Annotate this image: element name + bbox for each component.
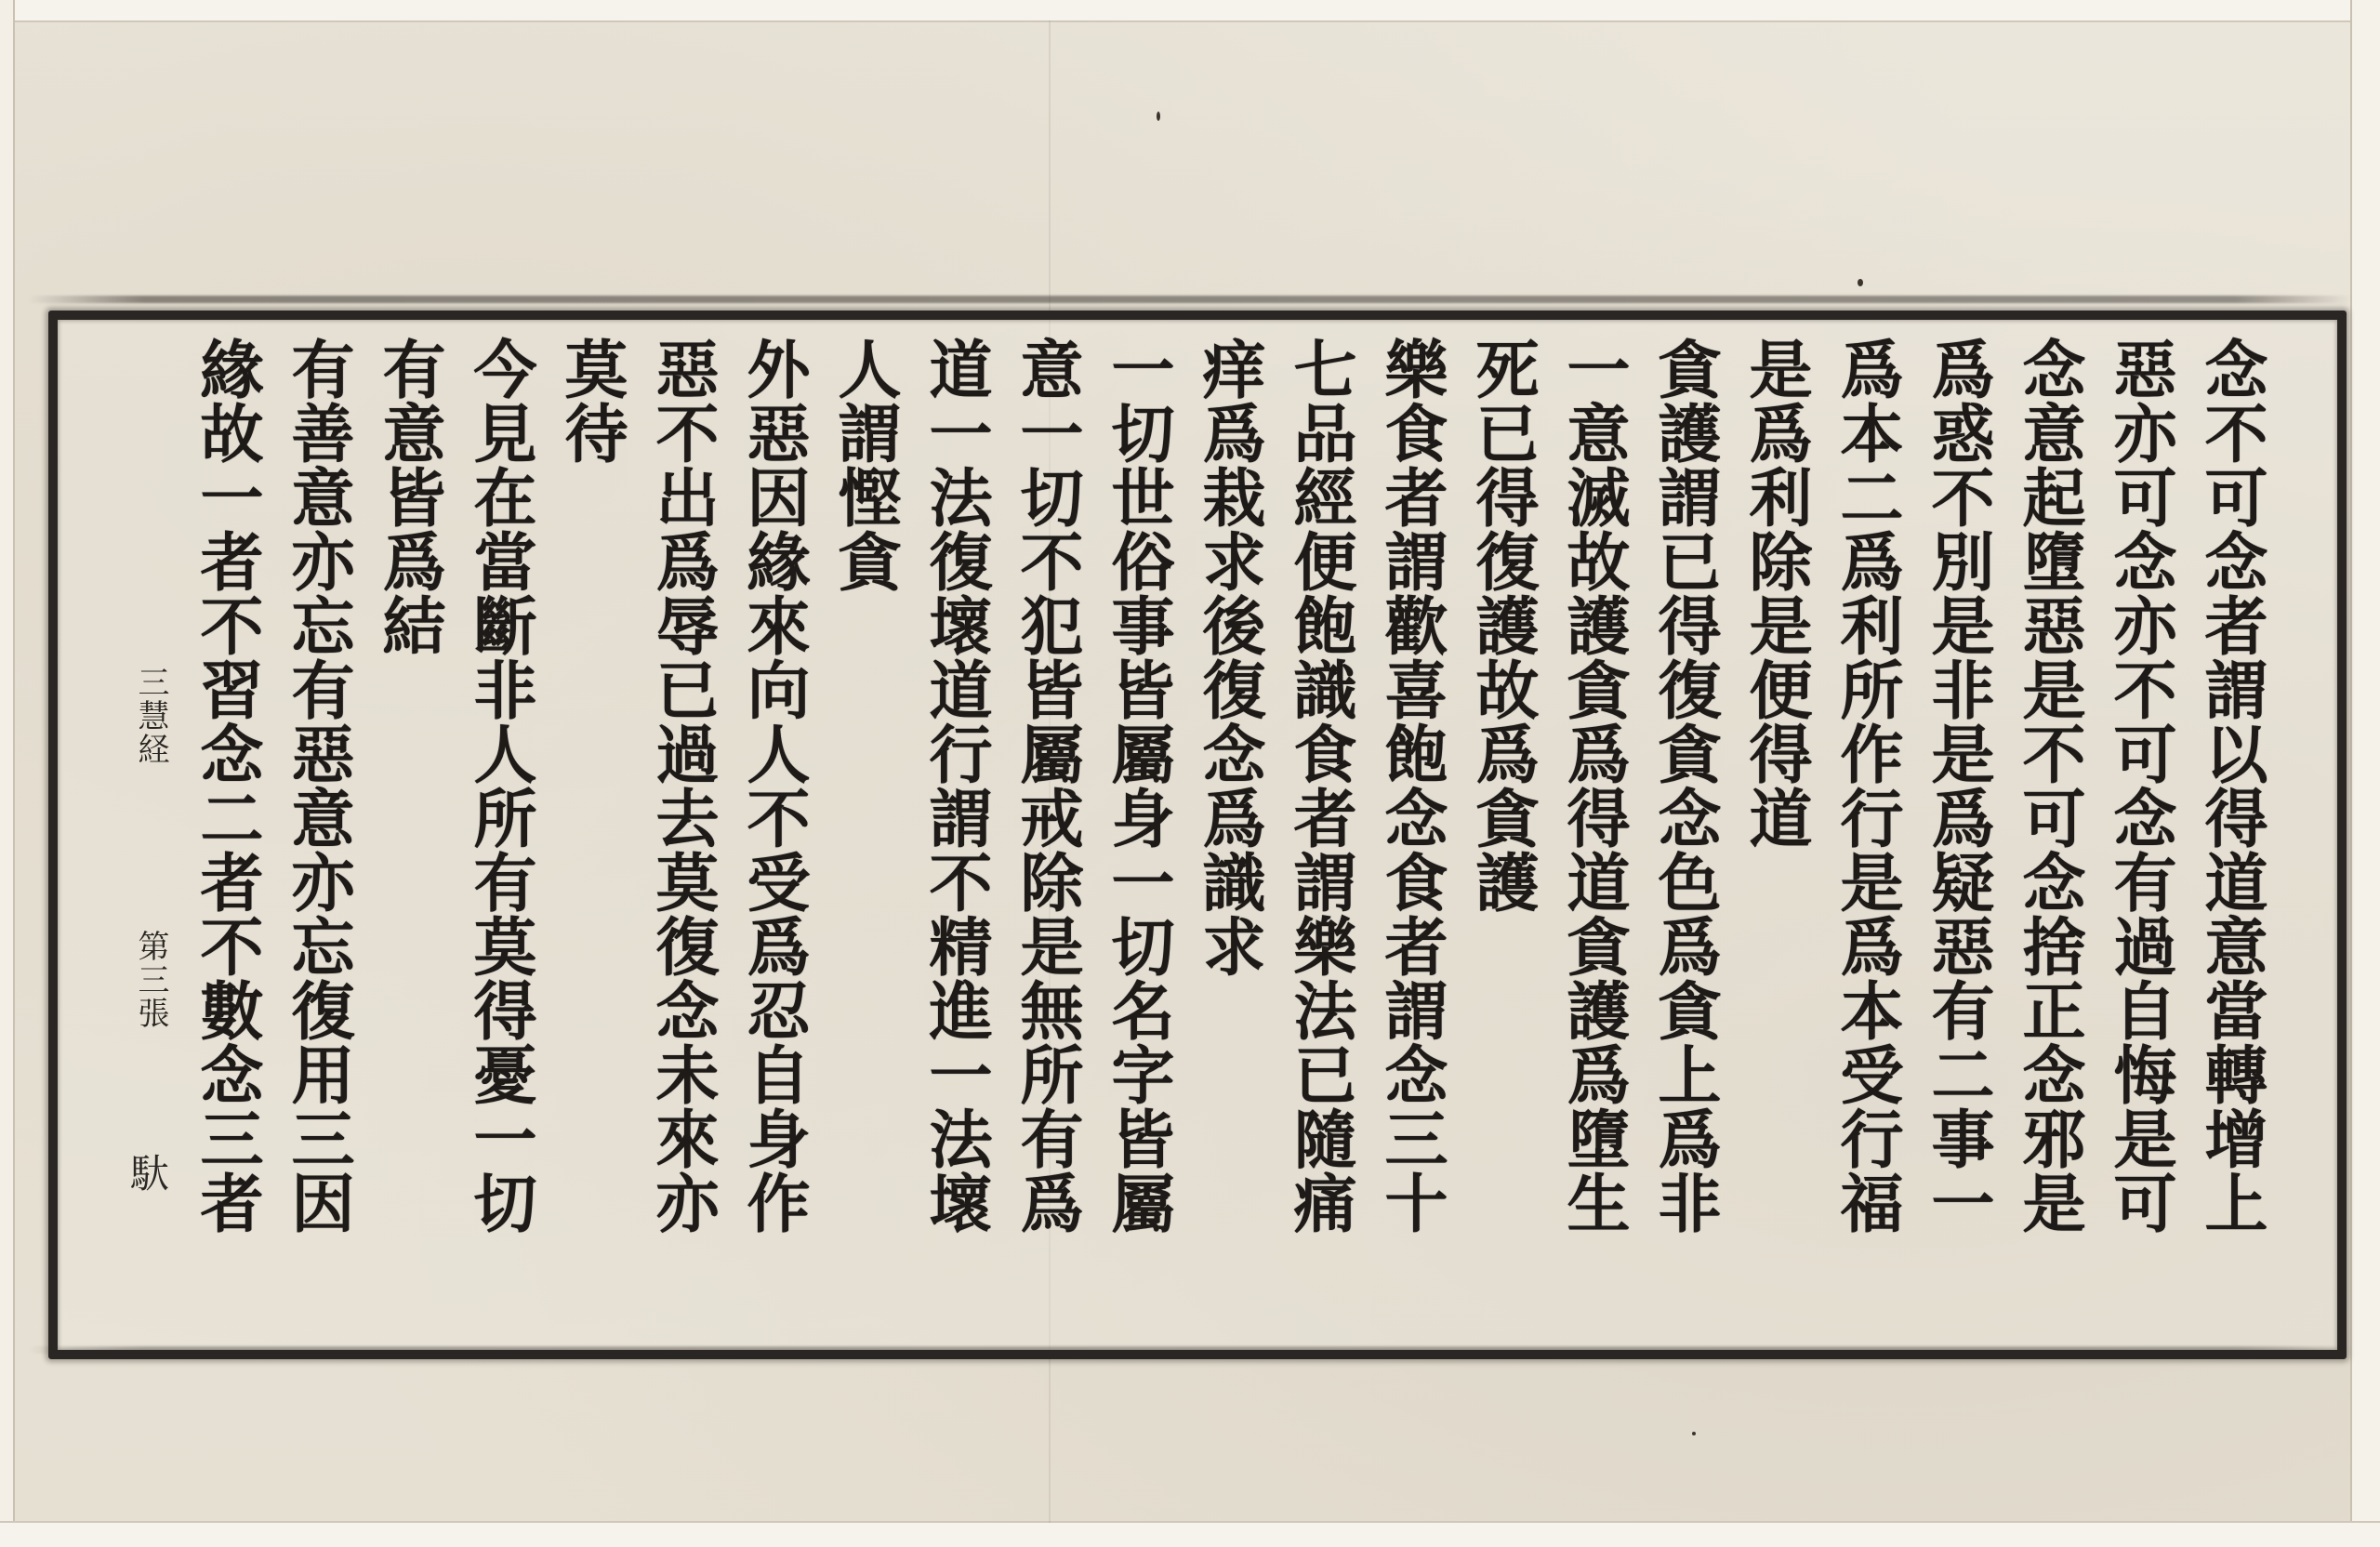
text-column-12: 痒爲栽求後復念爲識求 bbox=[1192, 337, 1266, 978]
text-column-17: 外惡因緣來向人不受爲忍自身作 bbox=[736, 337, 811, 1235]
text-column-18: 惡不出爲辱已過去莫復念未來亦 bbox=[645, 337, 720, 1235]
scan-left-edge bbox=[0, 0, 15, 1547]
text-column-5: 爲本二爲利所作行是爲本受行福 bbox=[1830, 337, 1904, 1235]
text-column-14: 意一切不犯皆屬戒除是無所有爲 bbox=[1010, 337, 1084, 1235]
text-column-16: 人謂慳貪 bbox=[827, 337, 902, 593]
text-column-22: 有善意亦忘有惡意亦忘復用三因 bbox=[281, 337, 355, 1235]
text-column-9: 死已得復護故爲貪護 bbox=[1465, 337, 1540, 914]
text-column-23: 緣故一者不習念二者不數念三者 bbox=[190, 337, 264, 1235]
scan-right-edge bbox=[2350, 0, 2380, 1547]
scan-bottom-edge bbox=[0, 1521, 2380, 1547]
margin-title: 三慧経 bbox=[132, 666, 169, 766]
text-column-3: 念意起墮惡是不可念捨正念邪是 bbox=[2012, 337, 2086, 1235]
text-column-1: 念不可念者謂以得道意當轉增上 bbox=[2194, 337, 2268, 1235]
text-column-6: 是爲利除是便得道 bbox=[1739, 337, 1813, 850]
text-column-4: 爲惑不別是非是爲疑惡有二事一 bbox=[1921, 337, 1995, 1235]
ink-speck bbox=[1858, 279, 1863, 286]
text-column-11: 七品經便飽識食者謂樂法已隨痛 bbox=[1283, 337, 1357, 1235]
ink-speck bbox=[1157, 112, 1160, 121]
text-column-7: 貪護謂已得復貪念色爲貪上爲非 bbox=[1647, 337, 1722, 1235]
top-ink-rule bbox=[28, 296, 2352, 303]
ink-speck bbox=[1692, 1432, 1696, 1435]
margin-mark: 馱 bbox=[125, 1153, 170, 1194]
text-column-20: 今見在當斷非人所有莫得憂一切 bbox=[463, 337, 537, 1235]
text-column-10: 樂食者謂歡喜飽念食者謂念三十 bbox=[1374, 337, 1448, 1235]
text-column-15: 道一法復壞道行謂不精進一法壞 bbox=[919, 337, 993, 1235]
text-column-2: 惡亦可念亦不可念有過自悔是可 bbox=[2103, 337, 2177, 1235]
text-column-21: 有意皆爲結 bbox=[372, 337, 446, 657]
text-column-8: 一意滅故護貪爲得道貪護爲墮生 bbox=[1556, 337, 1631, 1235]
text-column-13: 一切世俗事皆屬身一切名字皆屬 bbox=[1101, 337, 1175, 1235]
scan-top-edge bbox=[0, 0, 2380, 22]
text-column-19: 莫待 bbox=[554, 337, 628, 465]
margin-sheet-number: 第三張 bbox=[132, 930, 169, 1030]
